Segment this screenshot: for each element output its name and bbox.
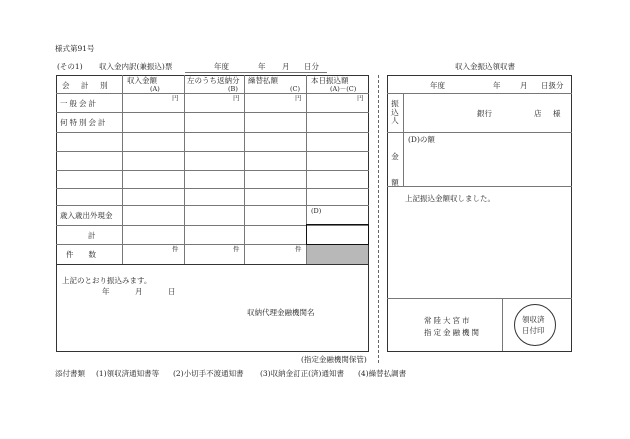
left-left-border [56,75,57,352]
right-left-border [387,75,388,352]
right-row-line [387,132,572,133]
right-row-line [387,298,572,299]
table-row-line [56,93,369,94]
col-header-income-code: (A) [150,85,160,93]
yen-unit: 円 [295,94,302,102]
header-suffix-label: 日分 [304,62,319,71]
count-unit: 件 [295,245,302,253]
header-month-label: 年 [258,62,266,71]
honorific-label: 様 [553,109,561,118]
col-header-refund-code: (B) [228,85,238,93]
attachment-item-1: (1)領収済通知書等 [96,369,160,378]
col-header-today-code: (A)－(C) [330,85,357,93]
header-year-label: 年度 [214,62,229,71]
branch-label: 店 [534,109,542,118]
table-col-line [184,75,185,264]
table-col-line [122,75,123,264]
right-year-label: 年度 [430,81,445,90]
date-day-label: 日 [168,287,176,296]
table-col-line [244,75,245,264]
row-label-general: 一般会計 [60,99,98,108]
amount-label: 金額 [391,152,399,187]
right-row-line [387,93,572,94]
yen-unit: 円 [233,94,240,102]
part-label: (その1) [57,62,83,71]
table-row-line [56,112,369,113]
right-suffix-label: 日扱分 [541,81,564,90]
right-month-label: 年 [493,81,501,90]
table-row-line [56,188,369,189]
right-top-border [387,75,572,76]
col-header-transfer-code: (C) [290,85,301,93]
agency-label: 収納代理金融機関名 [247,308,315,317]
right-label-col-line [403,93,404,187]
receipt-stamp-circle [514,304,556,346]
col-header-income: 収入金額 [127,76,157,85]
count-unit: 件 [172,245,179,253]
right-day-label: 月 [520,81,528,90]
table-row-line [56,170,369,171]
col-header-today: 本日振込額 [311,76,349,85]
form-number: 様式第91号 [55,44,95,53]
attachments-label: 添付書類 [55,369,85,378]
stamp-text-line1: 領収済 [522,315,545,324]
d-marker: (D) [311,207,322,215]
yen-unit: 円 [357,94,364,102]
header-day-label: 月 [282,62,290,71]
payee-label: 振込人 [391,99,399,125]
right-bottom-border [387,351,572,352]
date-year-label: 年 [102,287,110,296]
attachment-item-3: (3)収納金訂正(済)通知書 [260,369,344,378]
table-bottom-line [56,264,369,265]
bank-label: 銀行 [477,109,492,118]
table-row-line [56,205,369,206]
transfer-note: 上記のとおり振込みます。 [62,276,152,285]
col-header-refund: 左のうち返納分 [187,76,240,85]
table-row-line [56,132,369,133]
count-unit: 件 [233,245,240,253]
d-amount-label: (D)の額 [408,135,435,144]
received-note: 上記振込金額収しました。 [405,194,495,203]
yen-unit: 円 [172,94,179,102]
right-stamp-col-line [502,298,503,351]
bank-name-line1: 常陸大宮市 [424,316,472,325]
left-bottom-border [56,351,369,352]
row-label-total: 計 [88,231,96,240]
col-header-account: 会 計 別 [62,81,110,90]
bank-name-line2: 指定金融機関 [424,328,481,337]
left-right-border [368,75,369,352]
designated-keep-label: (指定金融機関保管) [301,355,367,364]
row-label-count: 件 数 [66,250,96,259]
col-header-transfer: 繰替払額 [248,76,278,85]
left-form-title: 収入金内訳(兼振込)票 [99,62,173,71]
right-form-title: 収入金振込領収書 [455,62,515,71]
date-month-label: 月 [135,287,143,296]
row-label-external-cash: 歳入歳出外現金 [60,211,113,220]
attachment-item-2: (2)小切手不渡通知書 [173,369,244,378]
row-label-special: 何特別会計 [60,118,108,127]
right-row-line [387,186,572,187]
attachment-item-4: (4)繰替払調書 [358,369,407,378]
perforation-line [378,75,379,363]
total-amount-box [306,224,369,245]
count-shaded-cell [307,245,368,264]
right-right-border [571,75,572,352]
table-row-line [56,151,369,152]
stamp-text-line2: 日付印 [522,326,545,335]
header-underline [185,72,327,73]
